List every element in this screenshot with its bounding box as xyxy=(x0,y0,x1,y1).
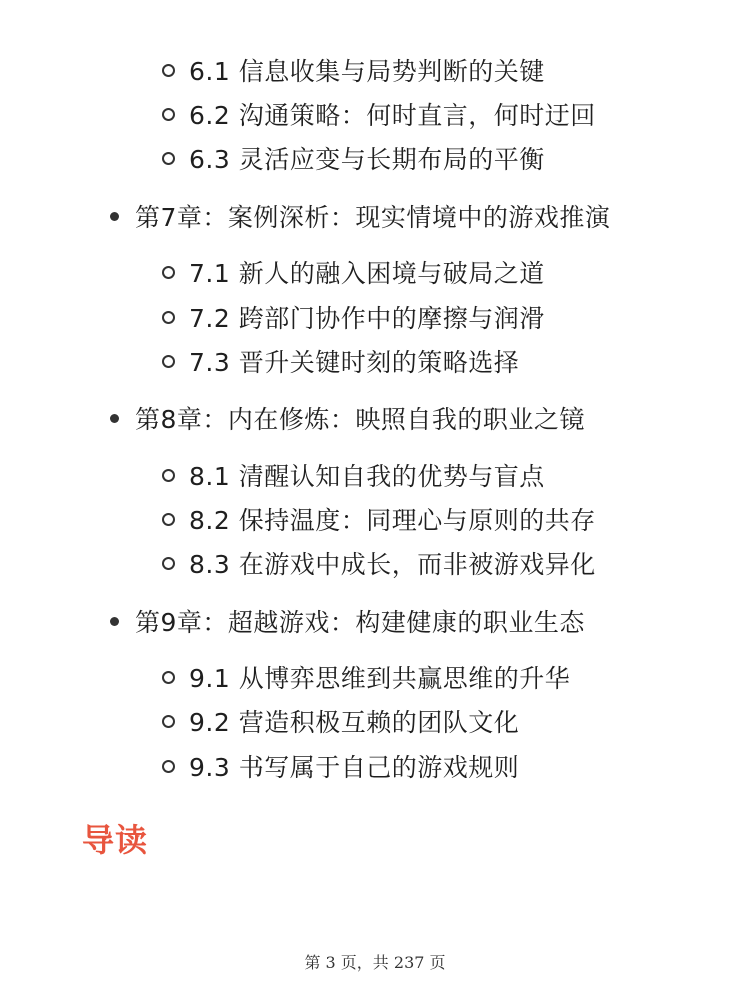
toc-item-6-3 xyxy=(162,138,545,178)
toc-chapter-9 xyxy=(110,601,585,641)
toc-item-9-3 xyxy=(162,746,519,786)
toc-item-7-2 xyxy=(162,297,545,337)
toc-item-9-2 xyxy=(162,701,519,741)
toc-item-text: 6.3 灵活应变与长期布局的平衡 xyxy=(189,145,545,174)
toc-item-text: 9.2 营造积极互赖的团队文化 xyxy=(189,708,520,737)
page-number-footer: 第 3 页，共 237 页 xyxy=(304,953,446,972)
toc-item-8-1 xyxy=(162,455,545,495)
toc-item-8-2 xyxy=(162,499,596,539)
hollow-bullet-icon xyxy=(162,266,175,279)
hollow-bullet-icon xyxy=(162,715,175,728)
hollow-bullet-icon xyxy=(162,311,175,324)
toc-item-text: 7.1 新人的融入困境与破局之道 xyxy=(189,259,545,288)
toc-item-text: 6.1 信息收集与局势判断的关键 xyxy=(189,57,545,86)
toc-item-text: 7.2 跨部门协作中的摩擦与润滑 xyxy=(189,304,545,333)
toc-chapter-title: 第7章：案例深析：现实情境中的游戏推演 xyxy=(135,203,611,232)
toc-item-text: 9.1 从博弈思维到共赢思维的升华 xyxy=(189,664,571,693)
toc-chapter-8 xyxy=(110,398,585,438)
toc-item-text: 8.2 保持温度：同理心与原则的共存 xyxy=(189,506,596,535)
toc-item-text: 6.2 沟通策略：何时直言，何时迂回 xyxy=(189,101,596,130)
filled-bullet-icon xyxy=(110,414,119,423)
section-heading: 导读 xyxy=(82,821,149,859)
toc-item-8-3 xyxy=(162,543,596,583)
toc-item-text: 8.3 在游戏中成长，而非被游戏异化 xyxy=(189,550,596,579)
filled-bullet-icon xyxy=(110,212,119,221)
toc-chapter-title: 第9章：超越游戏：构建健康的职业生态 xyxy=(135,608,585,637)
toc-item-text: 9.3 书写属于自己的游戏规则 xyxy=(189,753,520,782)
toc-chapter-title: 第8章：内在修炼：映照自我的职业之镜 xyxy=(135,405,585,434)
hollow-bullet-icon xyxy=(162,64,175,77)
toc-item-6-2 xyxy=(162,94,596,134)
hollow-bullet-icon xyxy=(162,152,175,165)
hollow-bullet-icon xyxy=(162,108,175,121)
hollow-bullet-icon xyxy=(162,760,175,773)
hollow-bullet-icon xyxy=(162,355,175,368)
filled-bullet-icon xyxy=(110,617,119,626)
hollow-bullet-icon xyxy=(162,671,175,684)
hollow-bullet-icon xyxy=(162,513,175,526)
toc-item-7-3 xyxy=(162,341,519,381)
hollow-bullet-icon xyxy=(162,469,175,482)
hollow-bullet-icon xyxy=(162,557,175,570)
toc-item-9-1 xyxy=(162,657,570,697)
toc-item-6-1 xyxy=(162,50,545,90)
toc-chapter-7 xyxy=(110,196,610,236)
toc-item-7-1 xyxy=(162,252,545,292)
toc-item-text: 7.3 晋升关键时刻的策略选择 xyxy=(189,348,520,377)
toc-item-text: 8.1 清醒认知自我的优势与盲点 xyxy=(189,462,545,491)
